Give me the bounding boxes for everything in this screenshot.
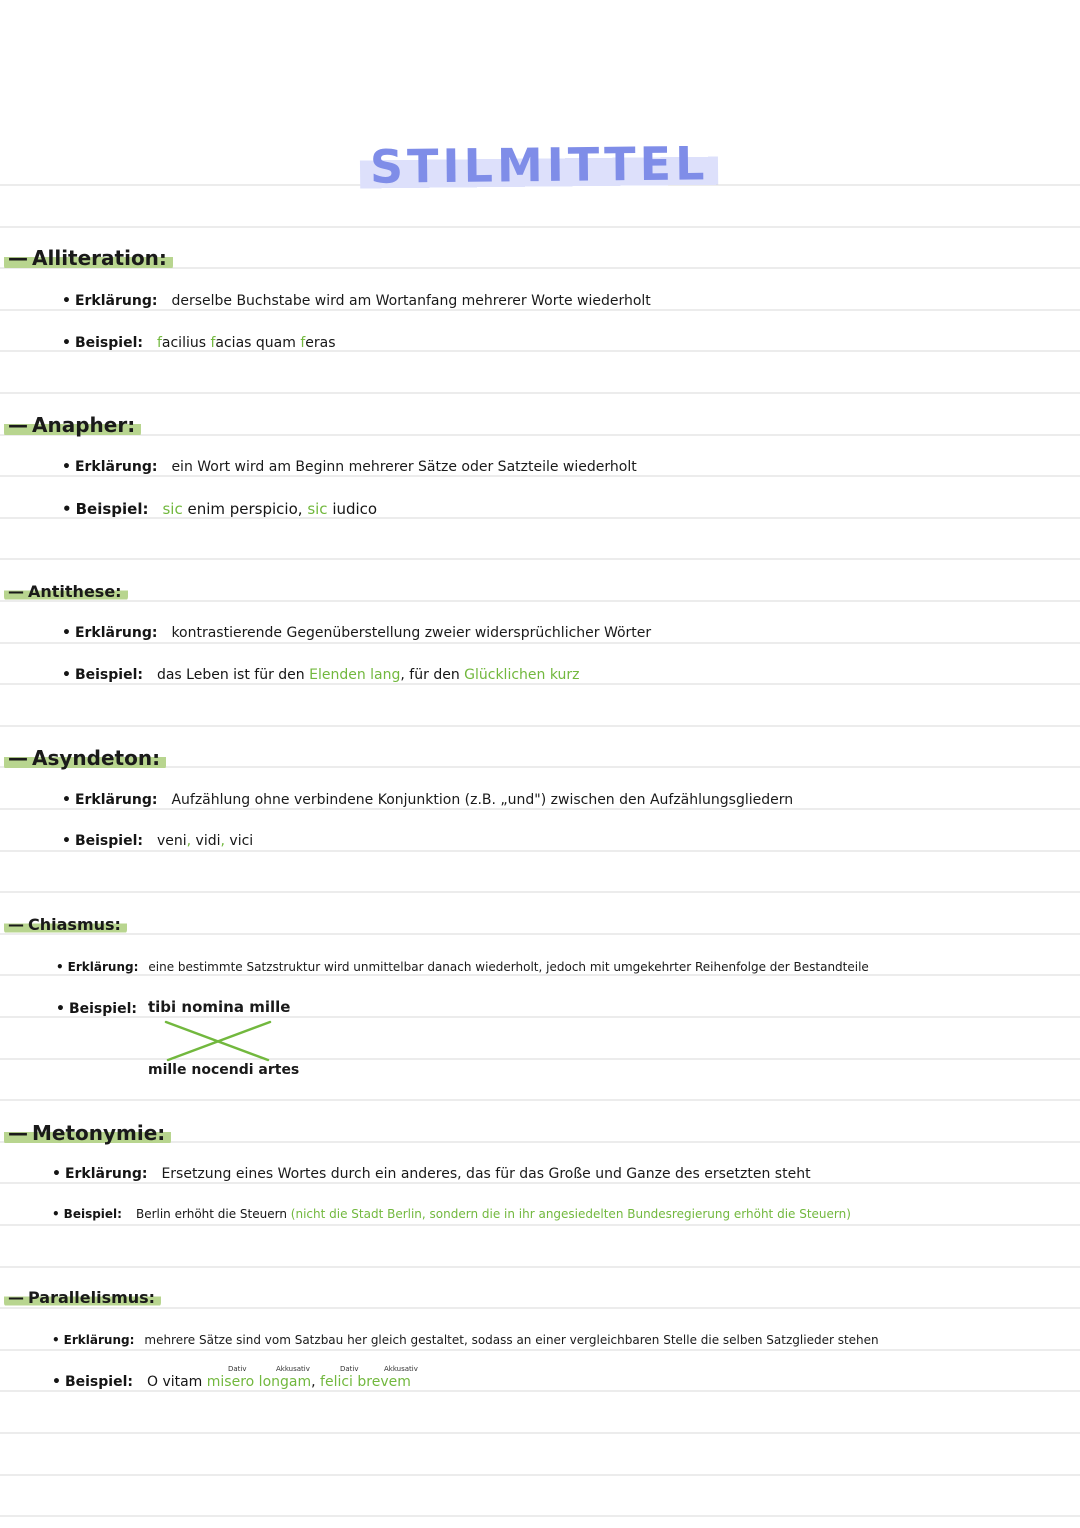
beispiel-label: Beispiel: [64, 1374, 133, 1390]
heading-text: Alliteration: [32, 246, 167, 270]
highlighted-text: Glücklichen kurz [464, 667, 580, 683]
erklaerung-text: Aufzählung ohne verbindene Konjunktion (z.B. „und") zwischen den Aufzählungsgliedern [171, 792, 794, 808]
heading-dash: — [8, 915, 24, 934]
beispiel-row [52, 1374, 411, 1390]
erklaerung-row [62, 792, 793, 808]
example-text: enim perspicio, [182, 500, 308, 518]
section-heading-antithese [4, 582, 128, 601]
highlighted-text: , [220, 833, 225, 849]
beispiel-text [147, 1374, 411, 1390]
heading-text: Chiasmus: [28, 915, 121, 934]
heading-dash: — [8, 746, 28, 770]
highlighted-text: f [210, 335, 216, 351]
annotation-dativ-1: Dativ [228, 1365, 247, 1373]
erklaerung-label: Erklärung: [74, 792, 158, 808]
erklaerung-text: ein Wort wird am Beginn mehrerer Sätze oder Satzteile wiederholt [171, 459, 637, 475]
heading-dash: — [8, 413, 28, 437]
example-text: iudico [327, 500, 378, 518]
chiasmus-line-1: tibi nomina mille [148, 998, 291, 1016]
bullet: • [52, 1333, 60, 1347]
section-heading-asyndeton [4, 746, 166, 770]
example-text: vici [224, 833, 254, 849]
erklaerung-label: Erklärung: [64, 1166, 148, 1182]
highlighted-text: , [186, 833, 192, 849]
example-text: O vitam [146, 1374, 207, 1390]
heading-text: Asyndeton: [32, 746, 161, 770]
section-heading-parallelismus [4, 1288, 161, 1307]
erklaerung-text: mehrere Sätze sind vom Satzbau her gleich gestaltet, sodass an einer vergleichbaren Stelle die selben Satzglieder stehen [144, 1333, 879, 1347]
highlighted-text: felici brevem [320, 1374, 411, 1390]
beispiel-text [136, 1207, 851, 1221]
heading-text: Metonymie: [32, 1121, 166, 1145]
section-heading-chiasmus [4, 915, 127, 934]
bullet: • [62, 293, 71, 309]
example-text: eras [305, 335, 336, 351]
bullet: • [62, 625, 71, 641]
bullet: • [62, 792, 71, 808]
heading-dash: — [8, 1121, 28, 1145]
erklaerung-text: Ersetzung eines Wortes durch ein anderes, das für das Große und Ganze des ersetzten steht [161, 1166, 811, 1182]
erklaerung-label: Erklärung: [67, 960, 139, 974]
erklaerung-text: derselbe Buchstabe wird am Wortanfang mehrerer Worte wiederholt [171, 293, 651, 309]
erklaerung-row [62, 625, 651, 641]
erklaerung-text: eine bestimmte Satzstruktur wird unmittelbar danach wiederholt, jedoch mit umgekehrter Reihenfolge der Bestandteile [148, 960, 869, 974]
section-heading-metonymie [4, 1121, 171, 1145]
beispiel-label: Beispiel: [74, 667, 143, 683]
highlighted-text: f [156, 335, 162, 351]
beispiel-label: Beispiel: [63, 1207, 122, 1221]
example-text: acias quam [215, 335, 301, 351]
highlighted-text: (nicht die Stadt Berlin, sondern die in ihr angesiedelten Bundesregierung erhöht die Steuern) [290, 1207, 851, 1221]
erklaerung-label: Erklärung: [63, 1333, 135, 1347]
beispiel-label: Beispiel: [75, 500, 149, 518]
highlighted-text: f [300, 335, 306, 351]
annotation-dativ-2: Dativ [340, 1365, 359, 1373]
beispiel-row [62, 500, 377, 518]
bullet: • [56, 1001, 65, 1017]
example-text: , für den [400, 667, 465, 683]
heading-text: Anapher: [32, 413, 136, 437]
erklaerung-row [56, 960, 869, 974]
beispiel-label: Beispiel: [74, 833, 143, 849]
bullet: • [62, 335, 71, 351]
chiasmus-cross-lines [160, 1018, 280, 1064]
heading-text: Antithese: [28, 582, 122, 601]
erklaerung-label: Erklärung: [74, 625, 158, 641]
erklaerung-label: Erklärung: [74, 459, 158, 475]
bullet: • [62, 500, 72, 518]
bullet: • [62, 833, 71, 849]
erklaerung-row [62, 459, 637, 475]
beispiel-text [162, 500, 377, 518]
erklaerung-row [52, 1333, 879, 1347]
heading-text: Parallelismus: [28, 1288, 156, 1307]
beispiel-row [62, 667, 580, 683]
beispiel-row [52, 1207, 851, 1221]
heading-dash: — [8, 246, 28, 270]
bullet: • [52, 1207, 60, 1221]
bullet: • [62, 459, 71, 475]
beispiel-label: Beispiel: [68, 1001, 137, 1017]
erklaerung-row [52, 1166, 811, 1182]
beispiel-row [62, 833, 253, 849]
example-text: das Leben ist für den [156, 667, 310, 683]
beispiel-row [56, 1001, 151, 1017]
example-text: acilius [161, 335, 211, 351]
example-text: vidi [191, 833, 221, 849]
beispiel-label: Beispiel: [74, 335, 143, 351]
bullet: • [52, 1166, 61, 1182]
beispiel-text [157, 667, 580, 683]
heading-dash: — [8, 1288, 24, 1307]
beispiel-row [62, 335, 336, 351]
highlighted-text: sic [307, 500, 328, 518]
bullet: • [56, 960, 64, 974]
beispiel-text [157, 335, 336, 351]
example-text: Berlin erhöht die Steuern [135, 1207, 291, 1221]
section-heading-anapher [4, 413, 141, 437]
highlighted-text: misero longam [206, 1374, 312, 1390]
highlighted-text: sic [162, 500, 183, 518]
bullet: • [62, 667, 71, 683]
beispiel-text [157, 833, 253, 849]
erklaerung-row [62, 293, 651, 309]
erklaerung-text: kontrastierende Gegenüberstellung zweier widersprüchlicher Wörter [171, 625, 652, 641]
example-text: veni [156, 833, 187, 849]
chiasmus-line-2: mille nocendi artes [148, 1062, 300, 1078]
section-heading-alliteration [4, 246, 173, 270]
heading-dash: — [8, 582, 24, 601]
erklaerung-label: Erklärung: [74, 293, 158, 309]
highlighted-text: Elenden lang [309, 667, 401, 683]
example-text: , [311, 1374, 321, 1390]
bullet: • [52, 1374, 61, 1390]
annotation-akkusativ-2: Akkusativ [384, 1365, 418, 1373]
annotation-akkusativ-1: Akkusativ [276, 1365, 310, 1373]
page-title: STILMITTEL [360, 136, 719, 194]
